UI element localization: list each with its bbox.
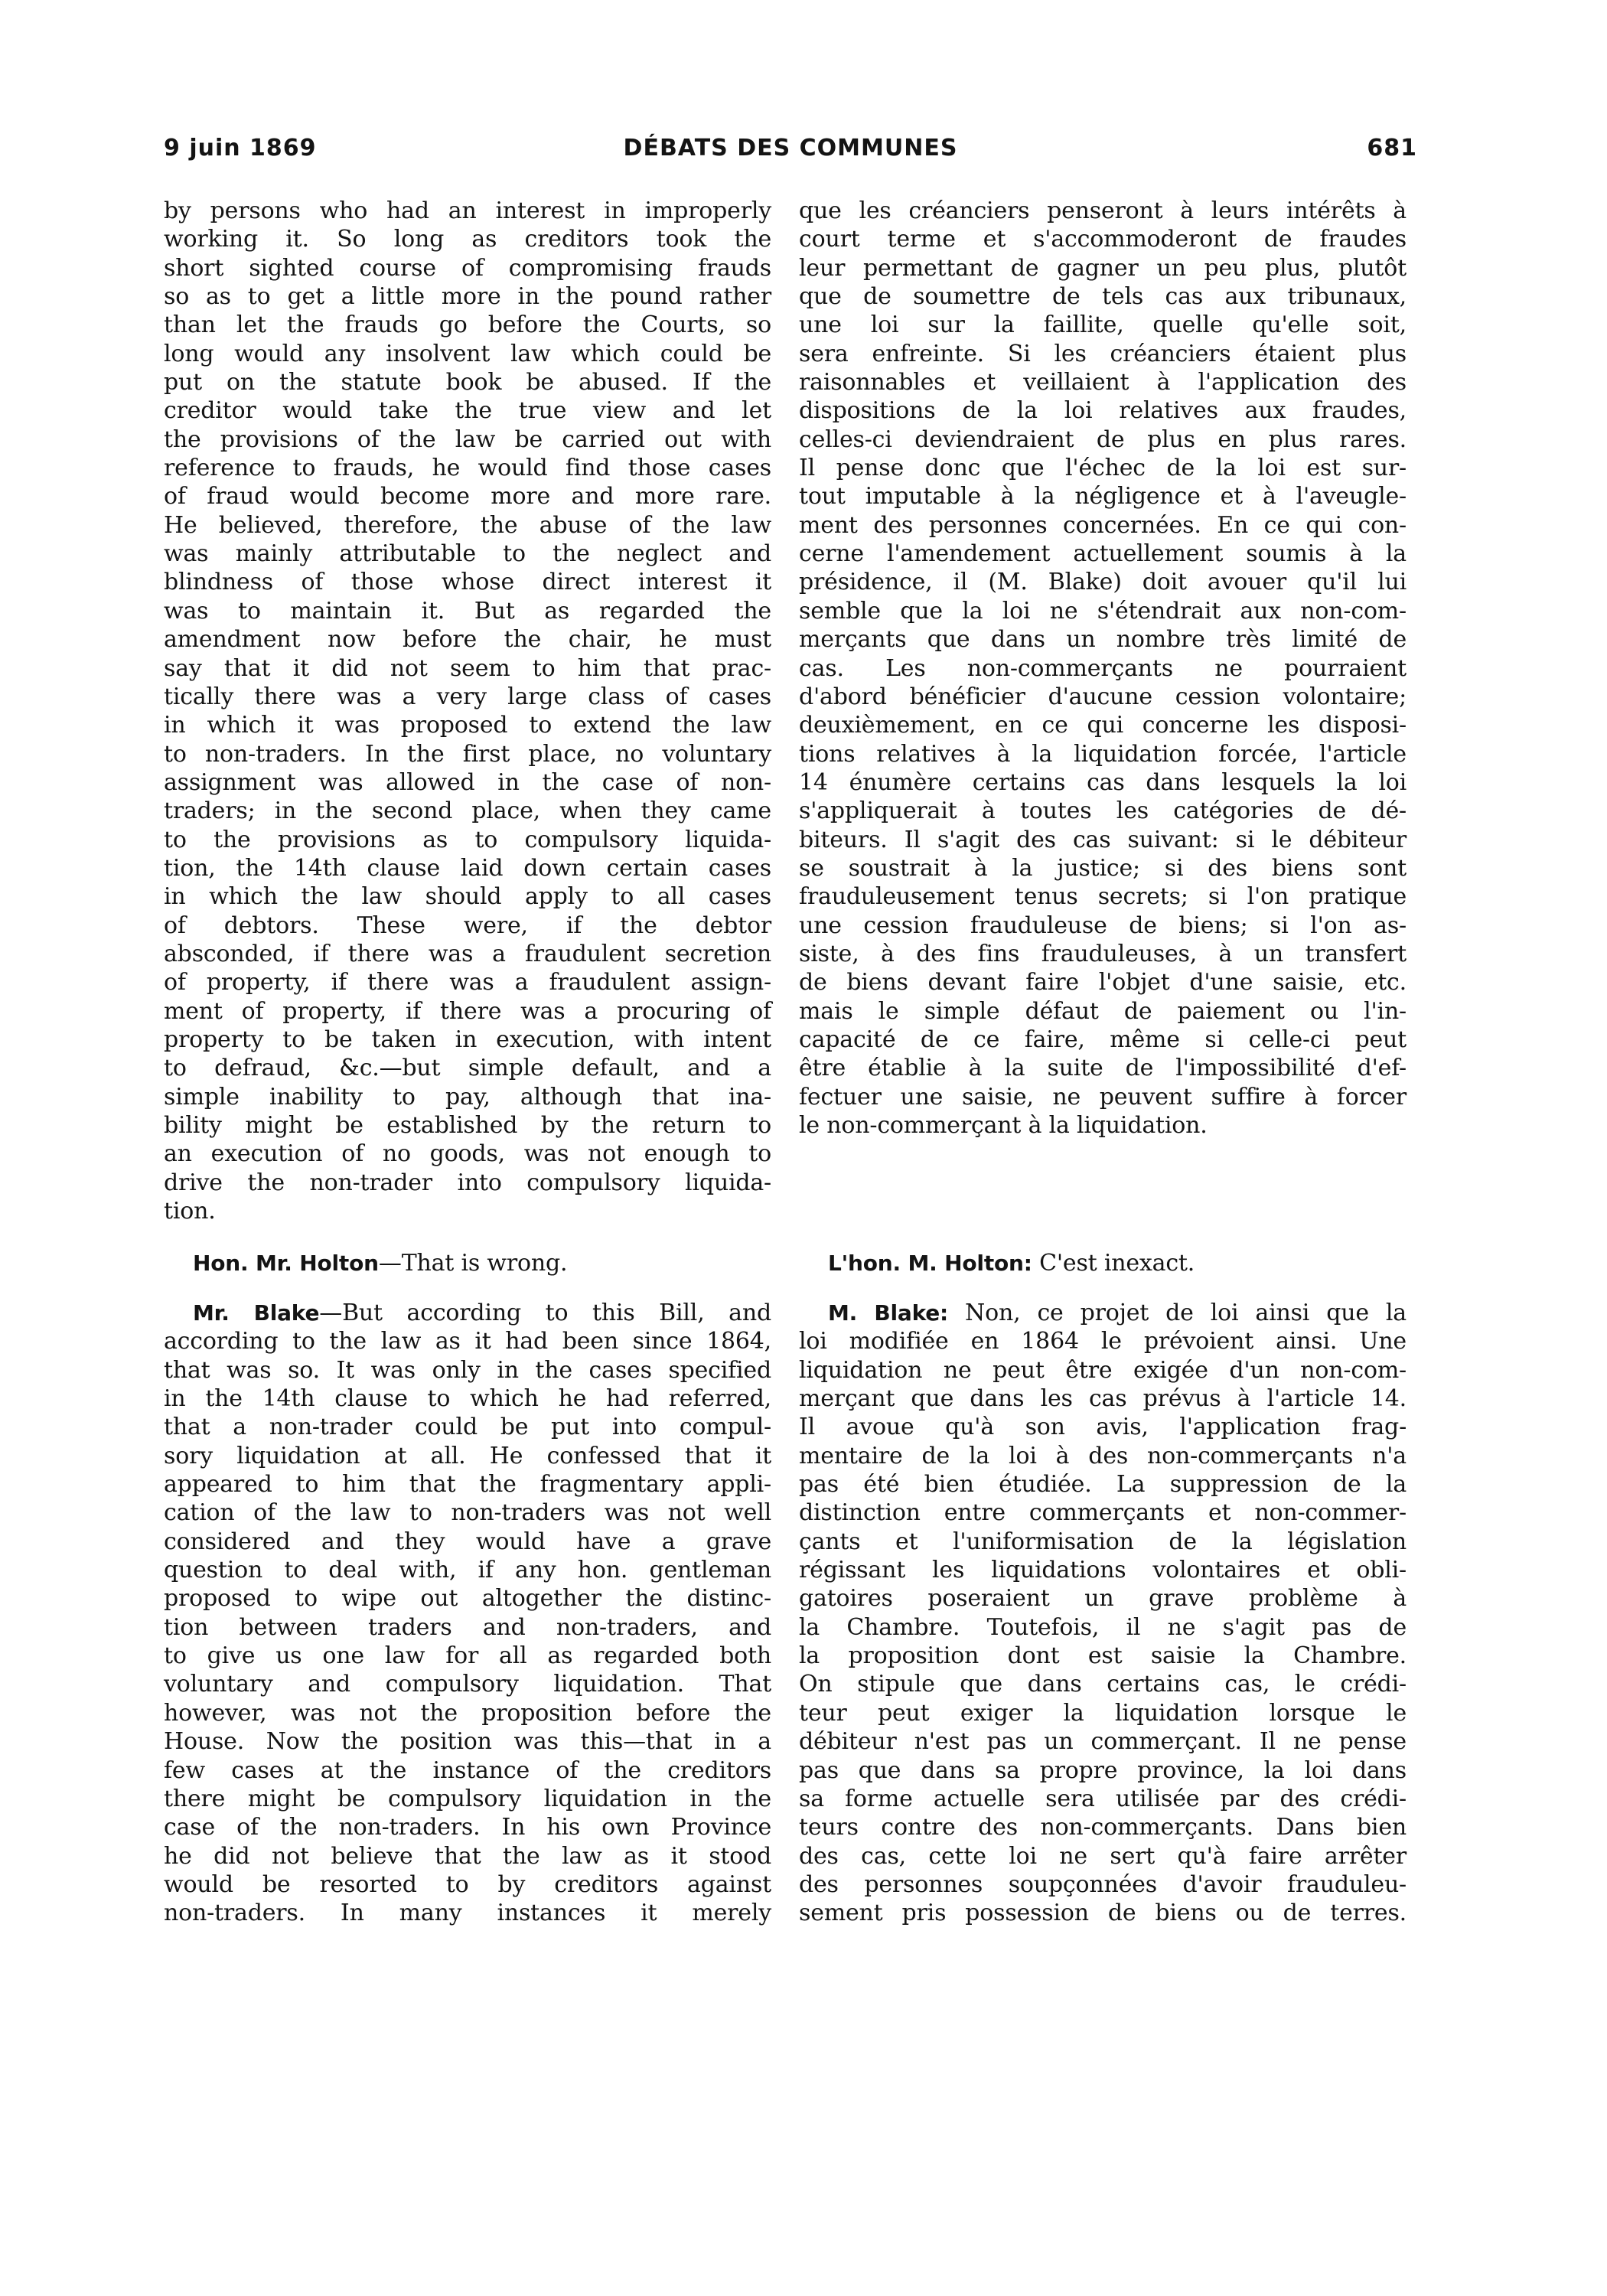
speaker-remark: —That is wrong. bbox=[378, 1250, 568, 1277]
text-line: gatoires poseraient un grave problème à bbox=[799, 1585, 1407, 1613]
text-line: frauduleusement tenus secrets; si l'on pratique bbox=[799, 883, 1407, 911]
text-line: sory liquidation at all. He confessed that it bbox=[164, 1442, 771, 1469]
text-line: celles-ci deviendraient de plus en plus rares. bbox=[799, 426, 1407, 453]
text-line: Il avoue qu'à son avis, l'application frag- bbox=[799, 1414, 1407, 1441]
speaker-name: L'hon. M. Holton: bbox=[828, 1251, 1032, 1276]
text-line: to give us one law for all as regarded both bbox=[164, 1642, 771, 1670]
text-line: leur permettant de gagner un peu plus, plutôt bbox=[799, 254, 1407, 282]
text-line: pas que dans sa propre province, la loi dans bbox=[799, 1756, 1407, 1784]
text-line: tions relatives à la liquidation forcée, l'article bbox=[799, 740, 1407, 768]
text-line: voluntary and compulsory liquidation. That bbox=[164, 1671, 771, 1698]
text-line: amendment now before the chair, he must bbox=[164, 626, 771, 654]
text-line: so as to get a little more in the pound rather bbox=[164, 283, 771, 311]
text-line bbox=[164, 1299, 771, 1327]
text-line: to the provisions as to compulsory liquida- bbox=[164, 826, 771, 853]
text-line: in the 14th clause to which he had referred, bbox=[164, 1385, 771, 1413]
text-line: simple inability to pay, although that ina- bbox=[164, 1083, 771, 1110]
text-line: 14 énumère certains cas dans lesquels la loi bbox=[799, 768, 1407, 796]
text-line: s'appliquerait à toutes les catégories de dé- bbox=[799, 797, 1407, 825]
page-header bbox=[164, 135, 1417, 168]
french-column-paragraph-1 bbox=[799, 197, 1407, 1140]
text-line: few cases at the instance of the creditors bbox=[164, 1756, 771, 1784]
french-blake-speech bbox=[799, 1299, 1407, 1928]
text-line: an execution of no goods, was not enough to bbox=[164, 1140, 771, 1168]
text-line: was to maintain it. But as regarded the bbox=[164, 597, 771, 625]
text-line: fectuer une saisie, ne peuvent suffire à forcer bbox=[799, 1083, 1407, 1110]
text-line: une loi sur la faillite, quelle qu'elle soit, bbox=[799, 311, 1407, 339]
text-line: sa forme actuelle sera utilisée par des crédi- bbox=[799, 1785, 1407, 1812]
text-line: teur peut exiger la liquidation lorsque le bbox=[799, 1699, 1407, 1727]
header-title: DÉBATS DES COMMUNES bbox=[623, 135, 958, 161]
speaker-name: Mr. Blake bbox=[193, 1300, 320, 1326]
text-line: in which it was proposed to extend the law bbox=[164, 712, 771, 739]
text-line: put on the statute book be abused. If the bbox=[164, 369, 771, 396]
text-line: liquidation ne peut être exigée d'un non-com- bbox=[799, 1356, 1407, 1384]
text-line: in which the law should apply to all cases bbox=[164, 883, 771, 911]
text-line: capacité de ce faire, même si celle-ci peut bbox=[799, 1026, 1407, 1053]
text-line: than let the frauds go before the Courts, so bbox=[164, 311, 771, 339]
english-column-paragraph-1 bbox=[164, 197, 771, 1225]
text-line: non-traders. In many instances it merely bbox=[164, 1900, 771, 1927]
speaker-name: M. Blake: bbox=[828, 1300, 949, 1326]
text-line: tout imputable à la négligence et à l'aveugle- bbox=[799, 483, 1407, 510]
speech-text: —But according to this Bill, and bbox=[319, 1300, 771, 1326]
text-line: sement pris possession de biens ou de terres. bbox=[799, 1900, 1407, 1927]
text-line: to defraud, &c.—but simple default, and a bbox=[164, 1055, 771, 1082]
text-line: des cas, cette loi ne sert qu'à faire arrêter bbox=[799, 1842, 1407, 1870]
text-line: by persons who had an interest in improperly bbox=[164, 197, 771, 224]
text-line: cerne l'amendement actuellement soumis à la bbox=[799, 540, 1407, 568]
text-line: merçant que dans les cas prévus à l'article 14. bbox=[799, 1385, 1407, 1413]
page-number: 681 bbox=[1367, 135, 1417, 161]
text-line: the provisions of the law be carried out with bbox=[164, 426, 771, 453]
text-line: des personnes soupçonnées d'avoir frauduleu- bbox=[799, 1870, 1407, 1898]
text-line: tically there was a very large class of cases bbox=[164, 683, 771, 710]
french-paragraph bbox=[799, 197, 1407, 1140]
english-paragraph bbox=[164, 1299, 771, 1928]
text-line: tion. bbox=[164, 1198, 216, 1225]
text-line: He believed, therefore, the abuse of the law bbox=[164, 511, 771, 539]
text-line: assignment was allowed in the case of non- bbox=[164, 768, 771, 796]
header-date: 9 juin 1869 bbox=[164, 135, 317, 161]
text-line: deuxièmement, en ce qui concerne les disposi- bbox=[799, 712, 1407, 739]
text-line: présidence, il (M. Blake) doit avouer qu'il lui bbox=[799, 569, 1407, 596]
text-line: blindness of those whose direct interest it bbox=[164, 569, 771, 596]
text-line: cas. Les non-commerçants ne pourraient bbox=[799, 654, 1407, 682]
text-line: case of the non-traders. In his own Province bbox=[164, 1814, 771, 1841]
text-line: régissant les liquidations volontaires et obli- bbox=[799, 1557, 1407, 1584]
text-line: dispositions de la loi relatives aux fraudes, bbox=[799, 397, 1407, 425]
text-line: proposed to wipe out altogether the distinc- bbox=[164, 1585, 771, 1613]
text-line: to non-traders. In the first place, no voluntary bbox=[164, 740, 771, 768]
text-line: se soustrait à la justice; si des biens sont bbox=[799, 854, 1407, 882]
text-line: Il pense donc que l'échec de la loi est sur- bbox=[799, 455, 1407, 482]
text-line: was mainly attributable to the neglect and bbox=[164, 540, 771, 568]
text-line: question to deal with, if any hon. gentleman bbox=[164, 1557, 771, 1584]
speaker-name: Hon. Mr. Holton bbox=[193, 1251, 379, 1276]
text-line: he did not believe that the law as it stood bbox=[164, 1842, 771, 1870]
text-line: say that it did not seem to him that prac- bbox=[164, 654, 771, 682]
english-paragraph bbox=[164, 197, 771, 1225]
french-holton-remark bbox=[799, 1249, 1407, 1277]
text-line: House. Now the position was this—that in a bbox=[164, 1728, 771, 1756]
text-line: être établie à la suite de l'impossibilité d'ef- bbox=[799, 1055, 1407, 1082]
text-line: que de soumettre de tels cas aux tribunaux, bbox=[799, 283, 1407, 311]
text-line: according to the law as it had been since 1864, bbox=[164, 1328, 771, 1355]
text-line: bility might be established by the return to bbox=[164, 1112, 771, 1139]
text-line: considered and they would have a grave bbox=[164, 1528, 771, 1555]
text-line: of debtors. These were, if the debtor bbox=[164, 912, 771, 939]
text-line: long would any insolvent law which could be bbox=[164, 340, 771, 367]
text-line bbox=[799, 1299, 1407, 1327]
text-line: that a non-trader could be put into compul- bbox=[164, 1414, 771, 1441]
text-line: drive the non-trader into compulsory liquida- bbox=[164, 1169, 771, 1196]
text-line: property to be taken in execution, with intent bbox=[164, 1026, 771, 1053]
text-line: creditor would take the true view and let bbox=[164, 397, 771, 425]
text-line: reference to frauds, he would find those cases bbox=[164, 455, 771, 482]
text-line: semble que la loi ne s'étendrait aux non-com- bbox=[799, 597, 1407, 625]
text-line: appeared to him that the fragmentary appli- bbox=[164, 1471, 771, 1499]
speaker-remark: C'est inexact. bbox=[1032, 1250, 1195, 1277]
text-line: distinction entre commerçants et non-commer- bbox=[799, 1499, 1407, 1527]
text-line: la Chambre. Toutefois, il ne s'agit pas de bbox=[799, 1613, 1407, 1641]
text-line: teurs contre des non-commerçants. Dans bien bbox=[799, 1814, 1407, 1841]
text-line: raisonnables et veillaient à l'application des bbox=[799, 369, 1407, 396]
text-line: de biens devant faire l'objet d'une saisie, etc. bbox=[799, 969, 1407, 996]
speech-text: Non, ce projet de loi ainsi que la bbox=[948, 1300, 1407, 1326]
text-line: mais le simple défaut de paiement ou l'in- bbox=[799, 997, 1407, 1025]
text-line: le non-commerçant à la liquidation. bbox=[799, 1112, 1208, 1139]
text-line: ment des personnes concernées. En ce qui con- bbox=[799, 511, 1407, 539]
text-line: working it. So long as creditors took the bbox=[164, 226, 771, 253]
french-paragraph bbox=[799, 1299, 1407, 1928]
text-line: çants et l'uniformisation de la législation bbox=[799, 1528, 1407, 1555]
text-line: ment of property, if there was a procuring of bbox=[164, 997, 771, 1025]
text-line: sera enfreinte. Si les créanciers étaient plus bbox=[799, 340, 1407, 367]
text-line: siste, à des fins frauduleuses, à un transfert bbox=[799, 940, 1407, 967]
text-line: traders; in the second place, when they came bbox=[164, 797, 771, 825]
text-line: there might be compulsory liquidation in the bbox=[164, 1785, 771, 1812]
text-line: biteurs. Il s'agit des cas suivant: si le débiteur bbox=[799, 826, 1407, 853]
text-line: would be resorted to by creditors against bbox=[164, 1870, 771, 1898]
text-line: que les créanciers penseront à leurs intérêts à bbox=[799, 197, 1407, 224]
text-line: of property, if there was a fraudulent assign- bbox=[164, 969, 771, 996]
text-line: débiteur n'est pas un commerçant. Il ne pense bbox=[799, 1728, 1407, 1756]
text-line: tion, the 14th clause laid down certain cases bbox=[164, 854, 771, 882]
text-line: mentaire de la loi à des non-commerçants n'a bbox=[799, 1442, 1407, 1469]
text-line: loi modifiée en 1864 le prévoient ainsi. Une bbox=[799, 1328, 1407, 1355]
english-blake-speech bbox=[164, 1299, 771, 1928]
english-holton-remark bbox=[164, 1249, 771, 1277]
text-line: On stipule que dans certains cas, le crédi- bbox=[799, 1671, 1407, 1698]
text-line: of fraud would become more and more rare. bbox=[164, 483, 771, 510]
text-line: absconded, if there was a fraudulent secretion bbox=[164, 940, 771, 967]
text-line: merçants que dans un nombre très limité de bbox=[799, 626, 1407, 654]
text-line: une cession frauduleuse de biens; si l'on as- bbox=[799, 912, 1407, 939]
text-line: la proposition dont est saisie la Chambre. bbox=[799, 1642, 1407, 1670]
text-line: d'abord bénéficier d'aucune cession volontaire; bbox=[799, 683, 1407, 710]
text-line: cation of the law to non-traders was not well bbox=[164, 1499, 771, 1527]
text-line: however, was not the proposition before the bbox=[164, 1699, 771, 1727]
text-line: pas été bien étudiée. La suppression de la bbox=[799, 1471, 1407, 1499]
text-line: tion between traders and non-traders, and bbox=[164, 1613, 771, 1641]
text-line: court terme et s'accommoderont de fraudes bbox=[799, 226, 1407, 253]
text-line: that was so. It was only in the cases specified bbox=[164, 1356, 771, 1384]
text-line: short sighted course of compromising frauds bbox=[164, 254, 771, 282]
